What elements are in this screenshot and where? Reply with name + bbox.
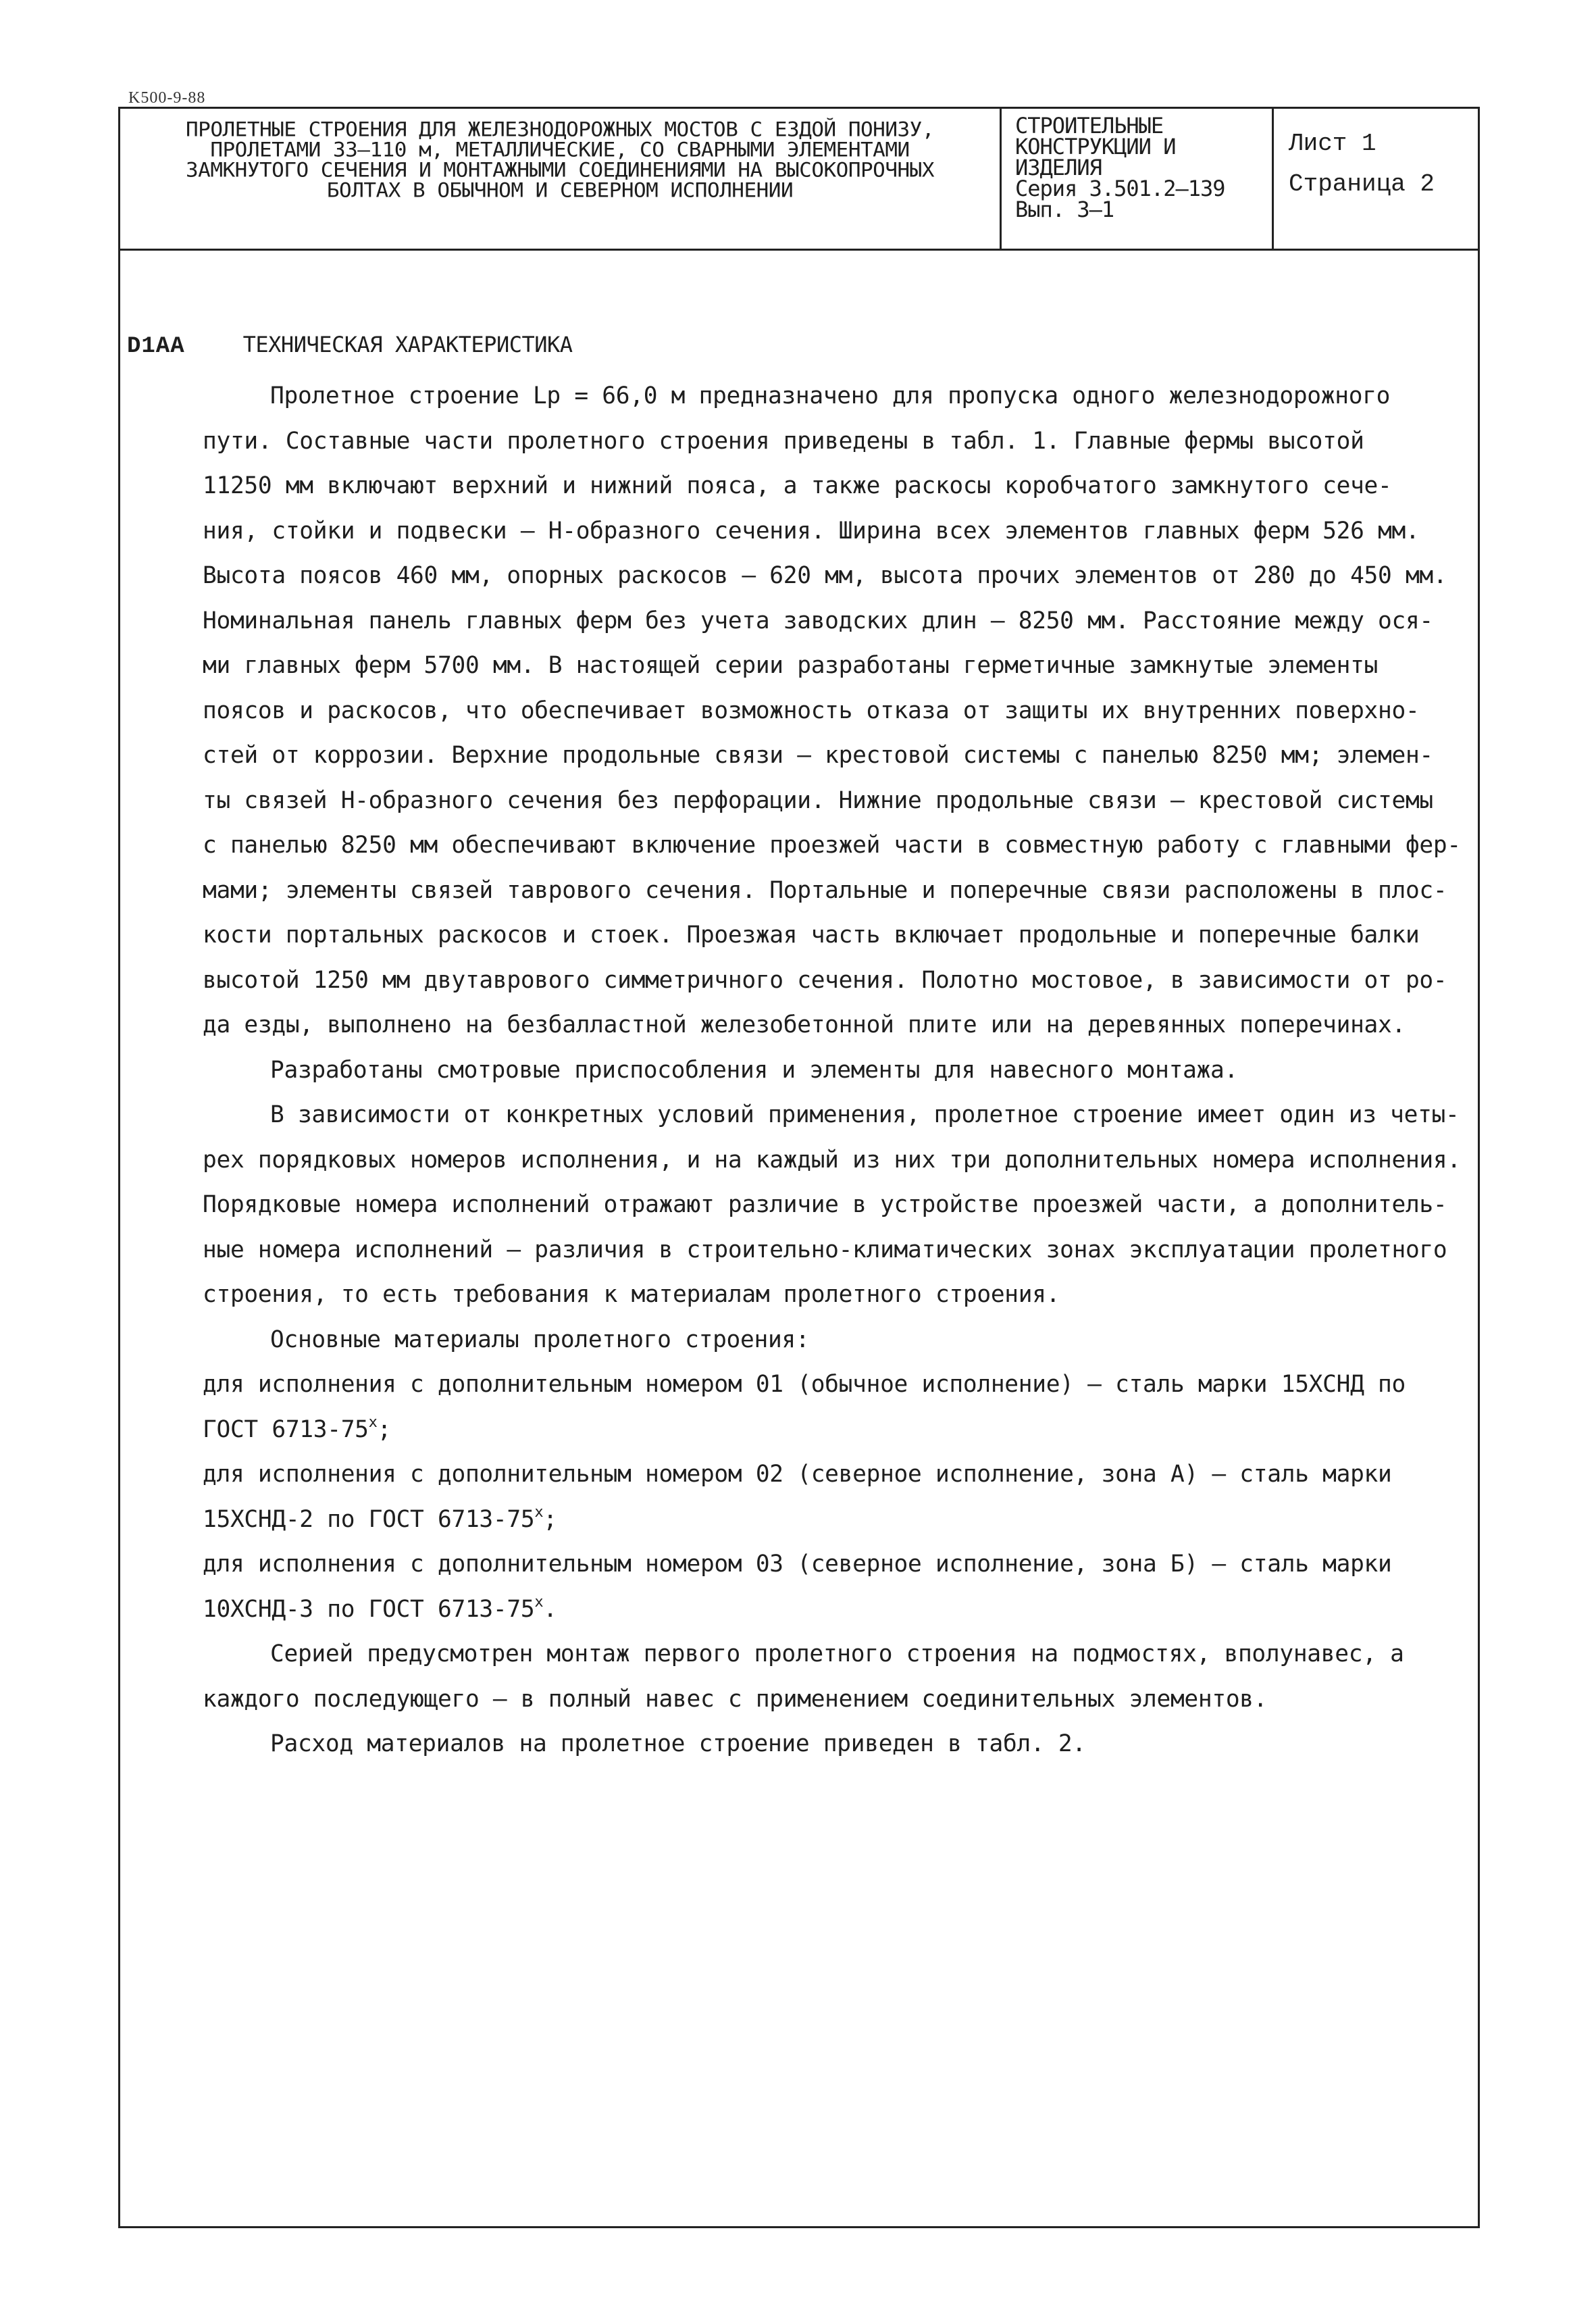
paragraph-line: Расход материалов на пролетное строение приведен в табл. 2. <box>270 1730 1086 1757</box>
material-line: для исполнения с дополнительным номером 02 (северное исполнение, зона А) – сталь марки <box>203 1461 1392 1488</box>
paragraph-line: ты связей Н-образного сечения без перфорации. Нижние продольные связи – крестовой системы <box>203 786 1433 814</box>
series-line: КОНСТРУКЦИИ И <box>1015 134 1176 159</box>
series-line: ИЗДЕЛИЯ <box>1015 155 1102 180</box>
paragraph-line: ния, стойки и подвески – Н-образного сечения. Ширина всех элементов главных ферм 526 мм. <box>203 517 1420 545</box>
paragraph-line: Номинальная панель главных ферм без учета заводских длин – 8250 мм. Расстояние между ося- <box>203 607 1433 634</box>
page-frame <box>118 107 1480 2228</box>
section-title: ТЕХНИЧЕСКАЯ ХАРАКТЕРИСТИКА <box>242 332 573 357</box>
gost-reference: 15ХСНД-2 по ГОСТ 6713-75 <box>203 1505 535 1533</box>
body-text <box>203 374 1472 1767</box>
paragraph-line: строения, то есть требования к материалам пролетного строения. <box>203 1281 1060 1308</box>
title-block-series <box>1002 109 1274 249</box>
paragraph-line: Основные материалы пролетного строения: <box>270 1326 810 1353</box>
paragraph-line: 11250 мм включают верхний и нижний пояса, а также раскосы коробчатого замкнутого сече- <box>203 472 1392 499</box>
paragraph-line: ми главных ферм 5700 мм. В настоящей серии разработаны герметичные замкнутые элементы <box>203 652 1379 679</box>
paragraph-line: кости портальных раскосов и стоек. Проезжая часть включает продольные и поперечные балки <box>203 922 1420 949</box>
paragraph-line: Серией предусмотрен монтаж первого пролетного строения на подмостях, вполунавес, а <box>270 1640 1404 1667</box>
paragraph-line: ные номера исполнений – различия в строительно-климатических зонах эксплуатации пролетного <box>203 1236 1447 1263</box>
sheet-number: Лист 1 <box>1289 130 1376 157</box>
paragraph-line: высотой 1250 мм двутаврового симметричного сечения. Полотно мостовое, в зависимости от ро- <box>203 966 1447 994</box>
gost-superscript: х <box>368 1413 378 1431</box>
material-line: для исполнения с дополнительным номером 03 (северное исполнение, зона Б) – сталь марки <box>203 1551 1392 1578</box>
title-block-sheet <box>1274 109 1482 249</box>
page-number: Страница 2 <box>1289 170 1435 198</box>
paragraph-line: Порядковые номера исполнений отражают различие в устройстве проезжей части, а дополнитель- <box>203 1191 1447 1218</box>
line-end: ; <box>377 1415 392 1443</box>
title-block-main <box>120 109 1002 249</box>
issue-number: Вып. 3–1 <box>1015 197 1114 222</box>
paragraph-line: Высота поясов 460 мм, опорных раскосов – 620 мм, высота прочих элементов от 280 до 450 мм. <box>203 562 1447 589</box>
gost-reference: ГОСТ 6713-75 <box>203 1415 369 1443</box>
paragraph-line: пути. Составные части пролетного строения приведены в табл. 1. Главные фермы высотой <box>203 427 1364 455</box>
gost-superscript: х <box>534 1593 544 1611</box>
paragraph-line: рех порядковых номеров исполнения, и на каждый из них три дополнительных номера исполнения. <box>203 1146 1461 1174</box>
section-heading <box>127 332 573 359</box>
line-end: ; <box>543 1505 557 1533</box>
title-line: БОЛТАХ В ОБЫЧНОМ И СЕВЕРНОМ ИСПОЛНЕНИИ <box>326 178 794 203</box>
series-line: СТРОИТЕЛЬНЫЕ <box>1015 113 1164 139</box>
paragraph-line: Разработаны смотровые приспособления и элементы для навесного монтажа. <box>270 1056 1238 1084</box>
paragraph-line: каждого последующего – в полный навес с применением соединительных элементов. <box>203 1685 1268 1713</box>
paragraph-line: В зависимости от конкретных условий применения, пролетное строение имеет один из четы- <box>270 1101 1460 1128</box>
title-line: ЗАМКНУТОГО СЕЧЕНИЯ И МОНТАЖНЫМИ СОЕДИНЕНИЯМИ НА ВЫСОКОПРОЧНЫХ <box>186 158 934 182</box>
material-line <box>203 1407 1472 1453</box>
paragraph-line: с панелью 8250 мм обеспечивают включение проезжей части в совместную работу с главными фер- <box>203 832 1461 859</box>
title-block <box>120 109 1478 251</box>
line-end: . <box>543 1595 557 1623</box>
paragraph-line: Пролетное строение Lр = 66,0 м предназначено для пропуска одного железнодорожного <box>270 382 1391 409</box>
series-number: Серия 3.501.2–139 <box>1015 176 1225 201</box>
document-code: K500-9-88 <box>128 89 206 107</box>
material-line <box>203 1587 1472 1632</box>
paragraph-line: да езды, выполнено на безбалластной железобетонной плите или на деревянных поперечинах. <box>203 1011 1406 1038</box>
section-code: D1AA <box>127 334 185 359</box>
paragraph-line: стей от коррозии. Верхние продольные связи – крестовой системы с панелью 8250 мм; элемен- <box>203 742 1433 769</box>
title-line: ПРОЛЕТНЫЕ СТРОЕНИЯ ДЛЯ ЖЕЛЕЗНОДОРОЖНЫХ МОСТОВ С ЕЗДОЙ ПОНИЗУ, <box>186 118 934 142</box>
title-line: ПРОЛЕТАМИ 33–110 м, МЕТАЛЛИЧЕСКИЕ, СО СВАРНЫМИ ЭЛЕМЕНТАМИ <box>210 138 910 162</box>
material-line: для исполнения с дополнительным номером 01 (обычное исполнение) – сталь марки 15ХСНД по <box>203 1371 1406 1398</box>
paragraph-line: мами; элементы связей таврового сечения. Портальные и поперечные связи расположены в плос- <box>203 876 1447 904</box>
material-line <box>203 1497 1472 1542</box>
gost-reference: 10ХСНД-3 по ГОСТ 6713-75 <box>203 1595 535 1623</box>
paragraph-line: поясов и раскосов, что обеспечивает возможность отказа от защиты их внутренних поверхно- <box>203 697 1420 724</box>
gost-superscript: х <box>534 1503 544 1521</box>
